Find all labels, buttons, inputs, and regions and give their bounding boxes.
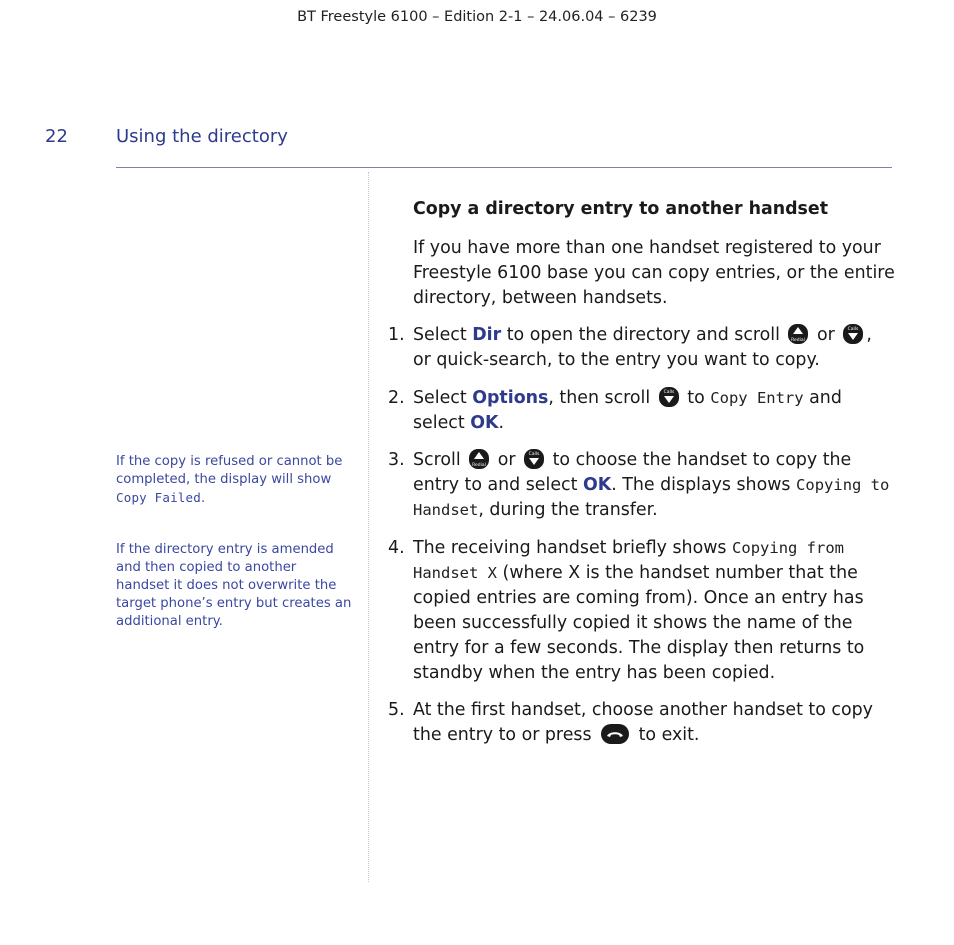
step-text: , during the transfer. — [478, 500, 658, 520]
step-text: and — [809, 388, 842, 408]
svg-text:Redial: Redial — [791, 338, 806, 343]
step-text: (where X is the handset number that the copied entries are coming from). Once an entry has been successfully copied it shows the name of the entry for a few seconds. The display then returns to standby when the entry has been copied. — [413, 563, 865, 683]
step-number: 4. — [388, 538, 405, 558]
display-text-copy-entry: Copy Entry — [710, 389, 804, 407]
step-text: to exit. — [638, 725, 700, 745]
step-2 — [388, 386, 898, 436]
step-text: to choose the handset to copy the entry to and select — [413, 450, 852, 495]
svg-text:Redial: Redial — [472, 463, 487, 468]
step-number: 3. — [388, 450, 405, 470]
section-heading: Copy a directory entry to another handset — [413, 199, 829, 219]
step-1 — [388, 323, 898, 373]
ok-softkey-label: OK — [582, 475, 612, 495]
step-text: . The displays shows — [611, 475, 791, 495]
step-number: 2. — [388, 388, 405, 408]
step-text: or — [497, 450, 516, 470]
step-text: , — [866, 325, 872, 345]
note-end: . — [200, 491, 206, 506]
step-text: to — [687, 388, 705, 408]
display-text-copying-to-handset: Copying to Handset — [413, 476, 890, 519]
calls-down-key-icon — [523, 448, 545, 470]
step-text: or quick-search, to the entry you want to copy. — [413, 350, 820, 370]
svg-text:Calls: Calls — [663, 390, 675, 395]
redial-up-key-icon — [468, 448, 490, 470]
step-text: At the first handset, choose another handset to copy the entry to or press — [413, 700, 873, 745]
note-text: If the directory entry is amended and then copied to another handset it does not overwrite the target phone’s entry but creates an additional entry. — [116, 542, 352, 629]
step-text: or — [817, 325, 835, 345]
step-text: Select — [413, 388, 467, 408]
step-number: 5. — [388, 700, 405, 720]
intro-paragraph: If you have more than one handset registered to your Freestyle 6100 base you can copy entries, or the entire directory, between handsets. — [413, 238, 895, 308]
header-rule — [116, 167, 892, 168]
step-3 — [388, 448, 898, 523]
document-header: BT Freestyle 6100 – Edition 2-1 – 24.06.04 – 6239 — [297, 9, 657, 25]
svg-text:Calls: Calls — [847, 327, 859, 332]
end-call-key-icon — [600, 723, 630, 745]
step-text: Scroll — [413, 450, 461, 470]
step-text: , then scroll — [548, 388, 651, 408]
sidebar-note-copy-failed — [116, 453, 352, 508]
step-text: select — [413, 413, 465, 433]
step-text: Select — [413, 325, 467, 345]
display-text: Copy Failed — [116, 490, 201, 505]
step-text: to open the directory and scroll — [506, 325, 780, 345]
note-text: If the copy is refused or cannot be completed, the display will show — [116, 454, 343, 487]
step-text: The receiving handset briefly shows — [413, 538, 727, 558]
section-title: Using the directory — [116, 126, 288, 147]
step-text: . — [498, 413, 504, 433]
column-divider — [368, 172, 369, 882]
calls-down-key-icon — [842, 323, 864, 345]
options-softkey-label: Options — [472, 388, 549, 408]
display-text-copying-from-handset: Copying from Handset X — [413, 539, 845, 582]
step-4 — [388, 536, 898, 686]
dir-softkey-label: Dir — [472, 325, 502, 345]
calls-down-key-icon — [658, 386, 680, 408]
svg-text:Calls: Calls — [528, 452, 540, 457]
sidebar-note-amended-entry — [116, 541, 352, 631]
step-5 — [388, 698, 898, 748]
ok-softkey-label: OK — [470, 413, 499, 433]
redial-up-key-icon — [787, 323, 809, 345]
step-number: 1. — [388, 325, 405, 345]
page-number: 22 — [45, 126, 68, 147]
